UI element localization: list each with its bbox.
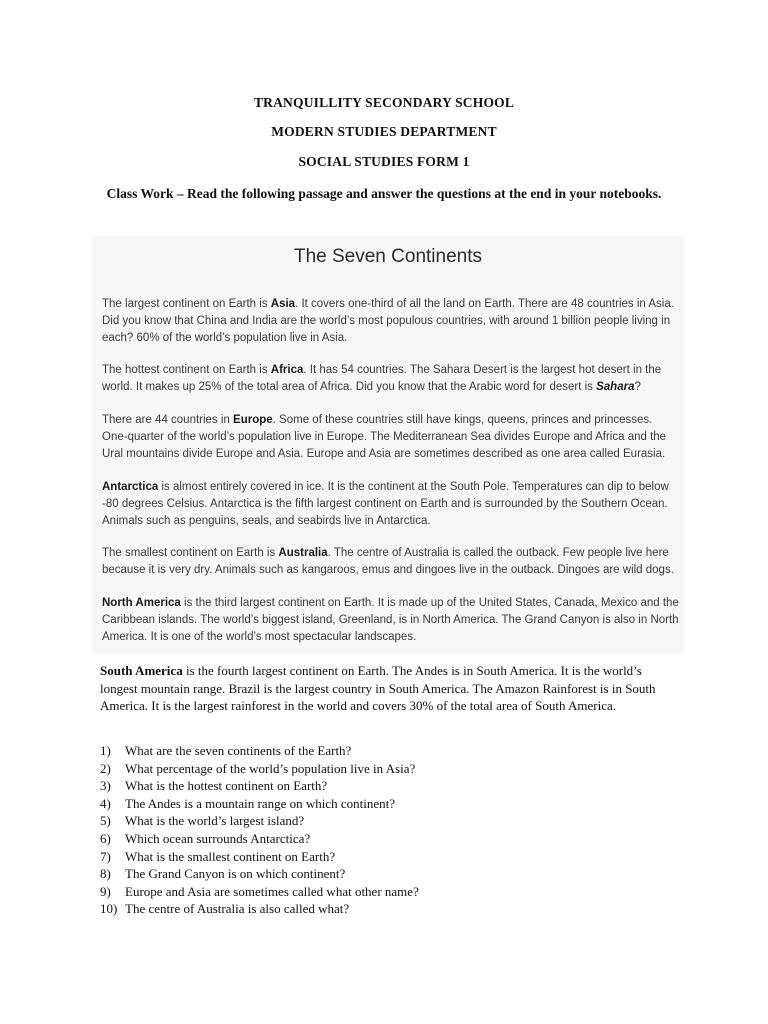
continent-name: Africa <box>270 364 304 376</box>
question-number: 9) <box>100 883 111 899</box>
question-text: What percentage of the world’s population live in Asia? <box>125 760 416 776</box>
paragraph-text: The largest continent on Earth is <box>102 298 271 310</box>
paragraph-north-america <box>102 595 680 646</box>
question-number: 2) <box>100 760 111 776</box>
continent-name: South America <box>100 663 183 678</box>
question-item <box>100 742 670 760</box>
question-text: What is the world’s largest island? <box>125 813 305 829</box>
continent-name: Australia <box>278 547 328 559</box>
question-item <box>100 760 670 778</box>
question-number: 6) <box>100 830 111 846</box>
question-text: The centre of Australia is also called what? <box>125 901 350 917</box>
instruction-text: Class Work – Read the following passage and answer the questions at the end in your notebooks. <box>106 186 662 201</box>
paragraph-text: . It covers one-third of all the land on Earth. There are 48 countries in Asia. Did you know that China and India are the world’s most populous countries, with around 1 billion people living in each? 60% of the world’s population live in Asia. <box>102 298 674 344</box>
paragraph-asia <box>102 296 680 347</box>
question-number: 5) <box>100 813 111 829</box>
paragraph-text: is almost entirely covered in ice. It is the continent at the South Pole. Temperatures can dip to below -80 degrees Celsius. Antarctica is the fifth largest continent on Earth and is surrounded by the Southern Ocean. Animals such as penguins, seals, and seabirds live in Antarctica. <box>102 481 669 527</box>
question-number: 4) <box>100 795 111 811</box>
continent-name: Europe <box>233 414 273 426</box>
question-item <box>100 900 670 918</box>
paragraph-australia <box>102 545 680 579</box>
paragraph-south-america <box>100 662 670 715</box>
highlighted-word: Sahara <box>596 381 635 393</box>
course-title: SOCIAL STUDIES FORM 1 <box>298 154 470 169</box>
paragraph-antarctica <box>102 479 680 530</box>
school-name: TRANQUILLITY SECONDARY SCHOOL <box>253 95 515 110</box>
passage-image <box>92 236 684 654</box>
question-item <box>100 848 670 866</box>
question-number: 7) <box>100 848 111 864</box>
question-text: What are the seven continents of the Earth? <box>125 743 352 758</box>
question-text: Which ocean surrounds Antarctica? <box>125 830 311 846</box>
question-item <box>100 830 670 848</box>
question-item <box>100 777 670 795</box>
paragraph-text: The smallest continent on Earth is <box>102 547 279 559</box>
question-item <box>100 865 670 883</box>
department-name: MODERN STUDIES DEPARTMENT <box>271 124 497 139</box>
continent-name: Antarctica <box>102 481 159 493</box>
question-text: What is the hottest continent on Earth? <box>125 778 328 794</box>
paragraph-text: . It has 54 countries. The Sahara Desert is the largest hot desert in the world. It makes up 25% of the total area of Africa. Did you know that the Arabic word for desert is <box>102 364 662 393</box>
passage-title: The Seven Continents <box>293 246 482 267</box>
question-item <box>100 812 670 830</box>
question-item <box>100 883 670 901</box>
question-number: 1) <box>100 743 111 758</box>
paragraph-africa <box>102 362 680 396</box>
continent-name: North America <box>102 597 181 609</box>
question-list <box>100 742 670 918</box>
paragraph-text: . Some of these countries still have kings, queens, princes and princesses. One-quarter of the world’s population live in Europe. The Mediterranean Sea divides Europe and Africa and the Ural mountains divide Europe and Asia. Europe and Asia are sometimes described as one area called Eurasia. <box>102 414 667 460</box>
question-number: 3) <box>100 778 111 794</box>
question-text: The Grand Canyon is on which continent? <box>125 866 346 882</box>
question-text: Europe and Asia are sometimes called what other name? <box>125 883 419 899</box>
paragraph-text: There are 44 countries in <box>102 414 234 426</box>
paragraph-text: . The centre of Australia is called the outback. Few people live here because it is very dry. Animals such as kangaroos, emus and dingoes live in the outback. Dingoes are wild dogs. <box>102 547 674 576</box>
question-text: What is the smallest continent on Earth? <box>125 848 336 864</box>
paragraph-europe <box>102 412 680 463</box>
paragraph-text: is the third largest continent on Earth. It is made up of the United States, Canada, Mexico and the Caribbean islands. The world’s biggest island, Greenland, is in North America. The Grand Canyon is also in North America. It is one of the world’s most spectacular landscapes. <box>102 597 679 643</box>
paragraph-text: The hottest continent on Earth is <box>102 364 271 376</box>
paragraph-text: ? <box>634 381 641 393</box>
continent-name: Asia <box>270 298 296 310</box>
question-number: 10) <box>100 901 118 917</box>
question-number: 8) <box>100 866 111 882</box>
paragraph-text: is the fourth largest continent on Earth. The Andes is in South America. It is the world’s longest mountain range. Brazil is the largest country in South America. The Amazon Rainforest is in South America. It is the largest rainforest in the world and covers 30% of the total area of South America. <box>100 663 656 713</box>
question-item <box>100 795 670 813</box>
question-text: The Andes is a mountain range on which continent? <box>125 795 396 811</box>
